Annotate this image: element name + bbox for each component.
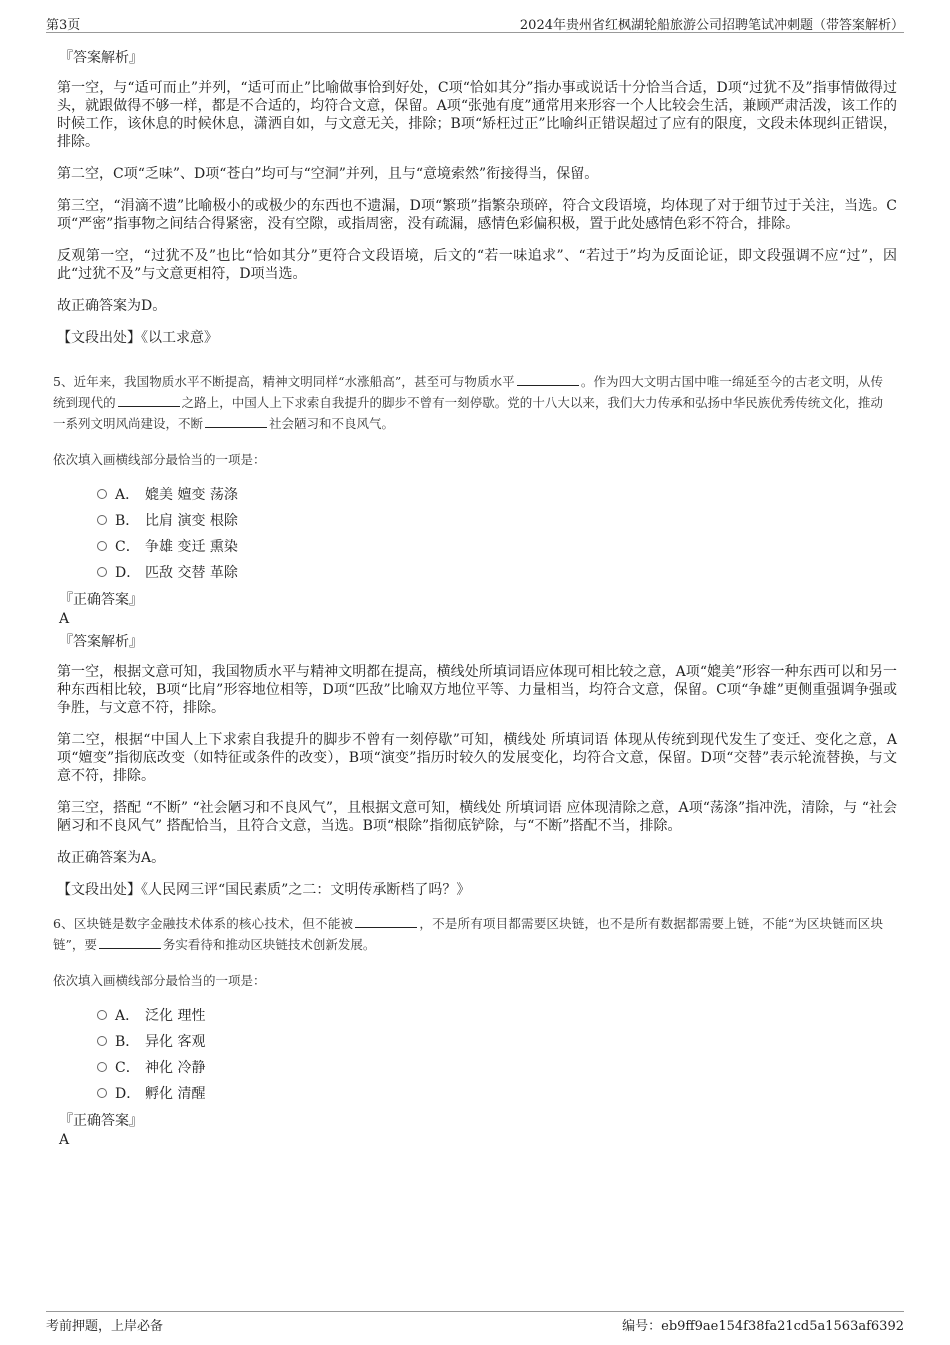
q5-conclusion: 故正确答案为A。 — [57, 850, 166, 866]
q6-answer-label: 『正确答案』 — [59, 1113, 143, 1129]
q6-instruction: 依次填入画横线部分最恰当的一项是： — [53, 973, 266, 988]
page-footer — [46, 1311, 904, 1334]
q6-answer: A — [59, 1132, 70, 1148]
page-header — [46, 12, 904, 33]
radio-icon[interactable] — [97, 1088, 107, 1098]
q4-analysis-para: 第三空，“涓滴不遗”比喻极小的或极少的东西也不遗漏，D项“繁琐”指繁杂琐碎，符合文段语境，均体现了对于细节过于关注，当选。C项“严密”指事物之间结合得紧密，没有空隙，或指周密，没有疏漏，感情色彩偏积极，置于此处感情色彩不符合，排除。 — [57, 198, 897, 232]
radio-icon[interactable] — [97, 515, 107, 525]
q5-option-b[interactable]: B． 比肩 演变 根除 — [97, 508, 897, 534]
radio-icon[interactable] — [97, 567, 107, 577]
answer-blank — [517, 372, 579, 386]
radio-icon[interactable] — [97, 1036, 107, 1046]
answer-blank — [99, 935, 161, 949]
answer-blank — [355, 914, 417, 928]
radio-icon[interactable] — [97, 541, 107, 551]
q5-option-c[interactable]: C． 争雄 变迁 熏染 — [97, 534, 897, 560]
q5-analysis-label: 『答案解析』 — [59, 634, 143, 650]
document-title: 2024年贵州省红枫湖轮船旅游公司招聘笔试冲刺题（带答案解析） — [519, 18, 904, 33]
q4-analysis-para: 第二空，C项“乏味”、D项“苍白”均可与“空洞”并列，且与“意境索然”衔接得当，保留。 — [57, 166, 599, 182]
q6-option-b[interactable]: B． 异化 客观 — [97, 1029, 897, 1055]
q6-options — [97, 1003, 897, 1107]
radio-icon[interactable] — [97, 1062, 107, 1072]
q6-stem: 6、区块链是数字金融技术体系的核心技术，但不能被 ，不是所有项目都需要区块链，也不是所有数据都需要上链，不能“为区块链而区块链”，要 务实看待和推动区块链技术创新发展。 — [53, 916, 883, 952]
q5-stem: 5、近年来，我国物质水平不断提高，精神文明同样“水涨船高”，甚至可与物质水平 。作为四大文明古国中唯一绵延至今的古老文明，从传统到现代的 之路上，中国人上下求索自我提升的脚步不曾有一刻停歇。党的十八大以来，我们大力传承和弘扬中华民族优秀传统文化，推动一系列文明风尚建设，不断 社会陋习和不良风气。 — [53, 374, 883, 431]
q5-answer-label: 『正确答案』 — [59, 592, 143, 608]
q4-analysis-label: 『答案解析』 — [59, 50, 143, 66]
answer-blank — [118, 393, 180, 407]
q4-analysis-para: 第一空，与“适可而止”并列，“适可而止”比喻做事恰到好处，C项“恰如其分”指办事或说话十分恰当合适，D项“过犹不及”指事情做得过头，就跟做得不够一样，都是不合适的，均符合文意，保留。A项“张弛有度”通常用来形容一个人比较会生活，兼顾严肃活泼，该工作的时候工作，该休息的时候休息，潇洒自如，与文意无关，排除；B项“矫枉过正”比喻纠正错误超过了应有的限度，文段未体现纠正错误，排除。 — [57, 80, 897, 150]
q5-option-d[interactable]: D． 匹敌 交替 革除 — [97, 560, 897, 586]
page-content — [53, 42, 897, 1149]
q4-source: 【文段出处】《以工求意》 — [57, 330, 218, 346]
q4-conclusion: 故正确答案为D。 — [57, 298, 167, 314]
answer-blank — [205, 414, 267, 428]
q5-analysis-para: 第二空，根据“中国人上下求索自我提升的脚步不曾有一刻停歇”可知，横线处 所填词语 体现从传统到现代发生了变迁、变化之意，A项“嬗变”指彻底改变（如特征或条件的改变），B项“演变”指历时较久的发展变化，均符合文意，保留。D项“交替”表示轮流替换，与文意不符，排除。 — [57, 732, 897, 784]
q4-analysis-para: 反观第一空，“过犹不及”也比“恰如其分”更符合文段语境，后文的“若一味追求”、“若过于”均为反面论证，即文段强调不应“过”，因此“过犹不及”与文意更相符，D项当选。 — [57, 248, 897, 282]
document-id: 编号：eb9ff9ae154f38fa21cd5a1563af6392 — [622, 1319, 904, 1334]
q6-option-a[interactable]: A． 泛化 理性 — [97, 1003, 897, 1029]
radio-icon[interactable] — [97, 489, 107, 499]
footer-slogan: 考前押题，上岸必备 — [46, 1319, 164, 1334]
q5-analysis-para: 第三空，搭配 “不断” “社会陋习和不良风气”，且根据文意可知，横线处 所填词语 应体现清除之意，A项“荡涤”指冲洗，清除，与 “社会陋习和不良风气” 搭配恰当，且符合文意，当选。B项“根除”指彻底铲除，与“不断”搭配不当，排除。 — [57, 800, 897, 834]
q5-answer: A — [59, 611, 70, 627]
q6-option-d[interactable]: D． 孵化 清醒 — [97, 1081, 897, 1107]
radio-icon[interactable] — [97, 1010, 107, 1020]
page-number: 第3页 — [46, 18, 81, 33]
q5-option-a[interactable]: A． 媲美 嬗变 荡涤 — [97, 482, 897, 508]
q5-source: 【文段出处】《人民网三评“国民素质”之二：文明传承断档了吗？》 — [57, 882, 471, 898]
q5-instruction: 依次填入画横线部分最恰当的一项是： — [53, 452, 266, 467]
q6-option-c[interactable]: C． 神化 冷静 — [97, 1055, 897, 1081]
q5-analysis-para: 第一空，根据文意可知，我国物质水平与精神文明都在提高，横线处所填词语应体现可相比较之意，A项“媲美”形容一种东西可以和另一种东西相比较，B项“比肩”形容地位相等，D项“匹敌”比喻双方地位平等、力量相当，均符合文意，保留。C项“争雄”更侧重强调争强或争胜，与文意不符，排除。 — [57, 664, 897, 716]
q5-options — [97, 482, 897, 586]
